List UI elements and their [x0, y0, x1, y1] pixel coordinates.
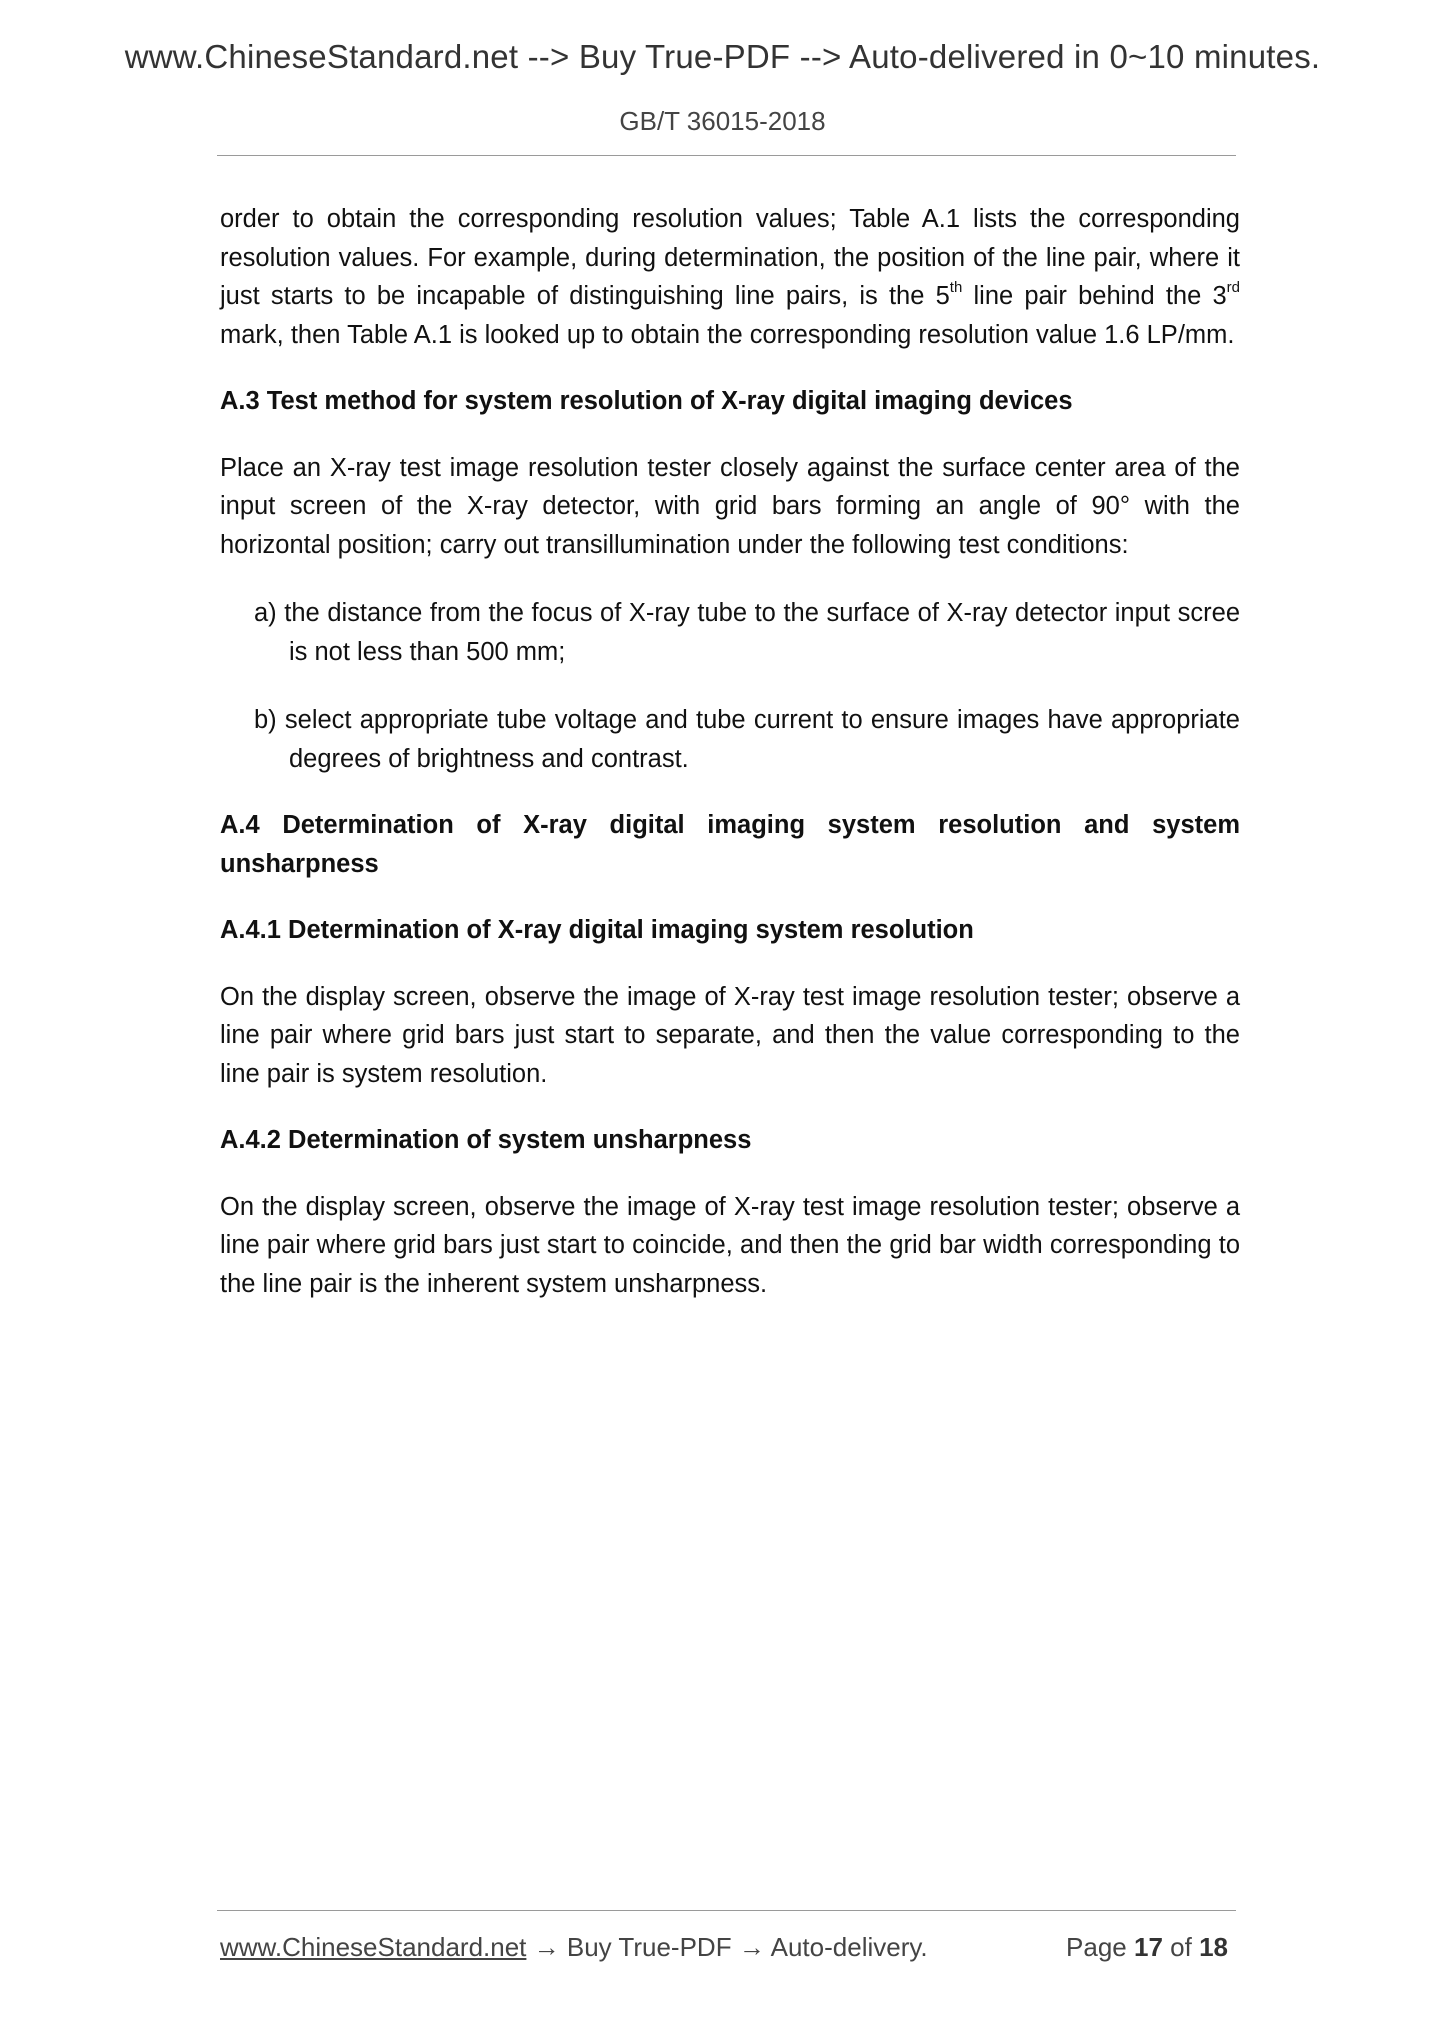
- list-text: select appropriate tube voltage and tube current to ensure images have appropriate degrees of brightness and contrast.: [284, 706, 1240, 773]
- section-a42-heading: A.4.2 Determination of system unsharpness: [220, 1126, 752, 1154]
- section-a3-heading: A.3 Test method for system resolution of X-ray digital imaging devices: [220, 387, 1073, 415]
- section-a4-heading: A.4 Determination of X-ray digital imaging system resolution and system unsharpness: [220, 811, 1240, 878]
- header-divider: [217, 155, 1236, 156]
- superscript-th: th: [949, 278, 963, 296]
- arrow-right-icon: →: [738, 1932, 765, 1962]
- site-link[interactable]: www.ChineseStandard.net: [220, 1932, 527, 1962]
- page-label: Page: [1066, 1932, 1127, 1962]
- footer-links: [220, 1932, 928, 1963]
- page-number: 17: [1134, 1932, 1163, 1962]
- of-label: of: [1170, 1932, 1192, 1962]
- intro-text-2: line pair behind the 3: [962, 282, 1227, 310]
- superscript-rd: rd: [1226, 278, 1241, 296]
- section-a41-paragraph: On the display screen, observe the image of X-ray test image resolution tester; observe a line pair where grid bars just start to separate, and then the value corresponding to the line pair is system resolution.: [220, 982, 1240, 1088]
- page-indicator: [1066, 1932, 1228, 1963]
- list-text: the distance from the focus of X-ray tube to the surface of X-ray detector input scree is not less than 500 mm;: [284, 599, 1240, 666]
- list-item-b: [220, 701, 1240, 778]
- intro-text-1: order to obtain the corresponding resolution values; Table A.1 lists the corresponding resolution values. For example, during determination, the position of the line pair, where it just starts to be incapable of distinguishing line pairs, is the 5: [220, 205, 1240, 310]
- buy-pdf-text: Buy True-PDF: [566, 1932, 732, 1962]
- total-pages: 18: [1199, 1932, 1228, 1962]
- list-marker: a): [254, 599, 277, 627]
- top-banner: www.ChineseStandard.net --> Buy True-PDF --> Auto-delivered in 0~10 minutes.: [124, 38, 1321, 75]
- intro-text-3: mark, then Table A.1 is looked up to obtain the corresponding resolution value 1.6 LP/mm.: [220, 320, 1235, 349]
- list-item-a: [220, 594, 1240, 671]
- arrow-right-icon: →: [533, 1932, 560, 1962]
- footer-divider: [217, 1910, 1236, 1911]
- auto-delivery-text: Auto-delivery.: [770, 1932, 928, 1962]
- document-body: [220, 200, 1240, 1303]
- standard-code: GB/T 36015-2018: [619, 106, 826, 136]
- intro-paragraph: [220, 200, 1240, 354]
- section-a41-heading: A.4.1 Determination of X-ray digital imaging system resolution: [220, 916, 974, 944]
- list-marker: b): [254, 706, 277, 734]
- section-a3-paragraph: Place an X-ray test image resolution tester closely against the surface center area of the input screen of the X-ray detector, with grid bars forming an angle of 90° with the horizontal position; carry out transillumination under the following test conditions:: [220, 453, 1240, 559]
- section-a42-paragraph: On the display screen, observe the image of X-ray test image resolution tester; observe a line pair where grid bars just start to coincide, and then the grid bar width corresponding to the line pair is the inherent system unsharpness.: [220, 1192, 1240, 1298]
